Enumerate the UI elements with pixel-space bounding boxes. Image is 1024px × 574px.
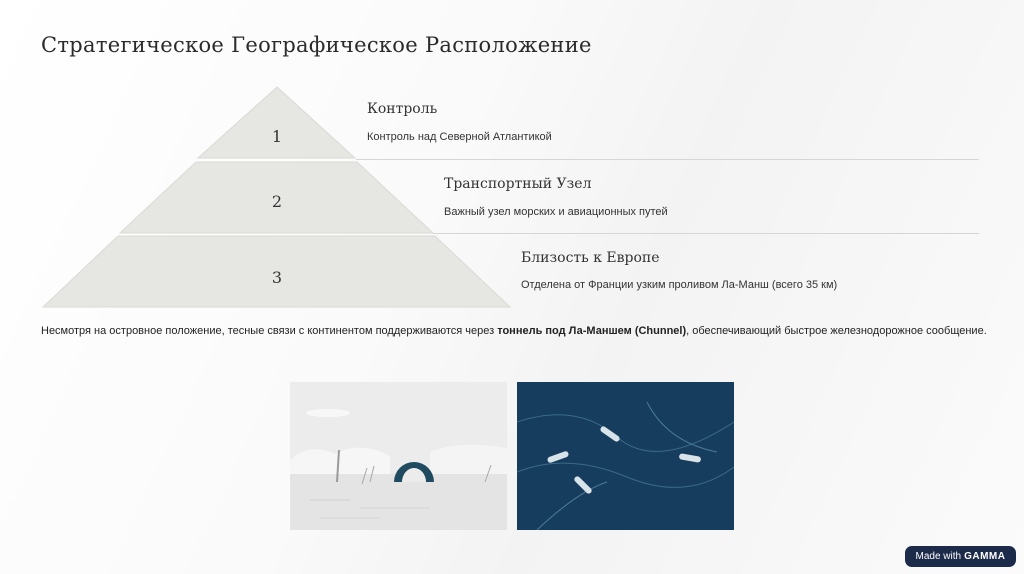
- tier-3-description: Отделена от Франции узким проливом Ла-Манш (всего 35 км): [521, 279, 838, 291]
- tier-2-number: 2: [271, 192, 283, 211]
- tier-2-divider: [433, 233, 979, 234]
- pyramid-tier-1: [198, 87, 355, 158]
- slide-title: Стратегическое Географическое Расположение: [41, 33, 592, 57]
- gamma-logo-text: GAMMA: [964, 551, 1006, 562]
- tier-2-description: Важный узел морских и авиационных путей: [444, 206, 668, 218]
- note-text-after: , обеспечивающий быстрое железнодорожное сообщение.: [686, 325, 987, 337]
- tier-1-heading: Контроль: [367, 101, 438, 117]
- note-text-bold: тоннель под Ла-Маншем (Chunnel): [497, 325, 687, 337]
- note-text-before: Несмотря на островное положение, тесные связи с континентом поддерживаются через: [41, 325, 498, 337]
- badge-prefix: Made with: [915, 551, 962, 562]
- made-with-gamma-badge[interactable]: [905, 546, 1016, 567]
- tier-3-heading: Близость к Европе: [521, 250, 660, 266]
- note-paragraph: [41, 325, 987, 337]
- tier-1-description: Контроль над Северной Атлантикой: [367, 131, 552, 143]
- tier-3-number: 3: [271, 268, 283, 287]
- tier-2-heading: Транспортный Узел: [444, 176, 592, 192]
- tier-1-number: 1: [271, 127, 283, 146]
- ships-at-sea-illustration: [517, 382, 734, 530]
- tier-1-divider: [356, 159, 979, 160]
- tunnel-landscape-illustration: [290, 382, 507, 530]
